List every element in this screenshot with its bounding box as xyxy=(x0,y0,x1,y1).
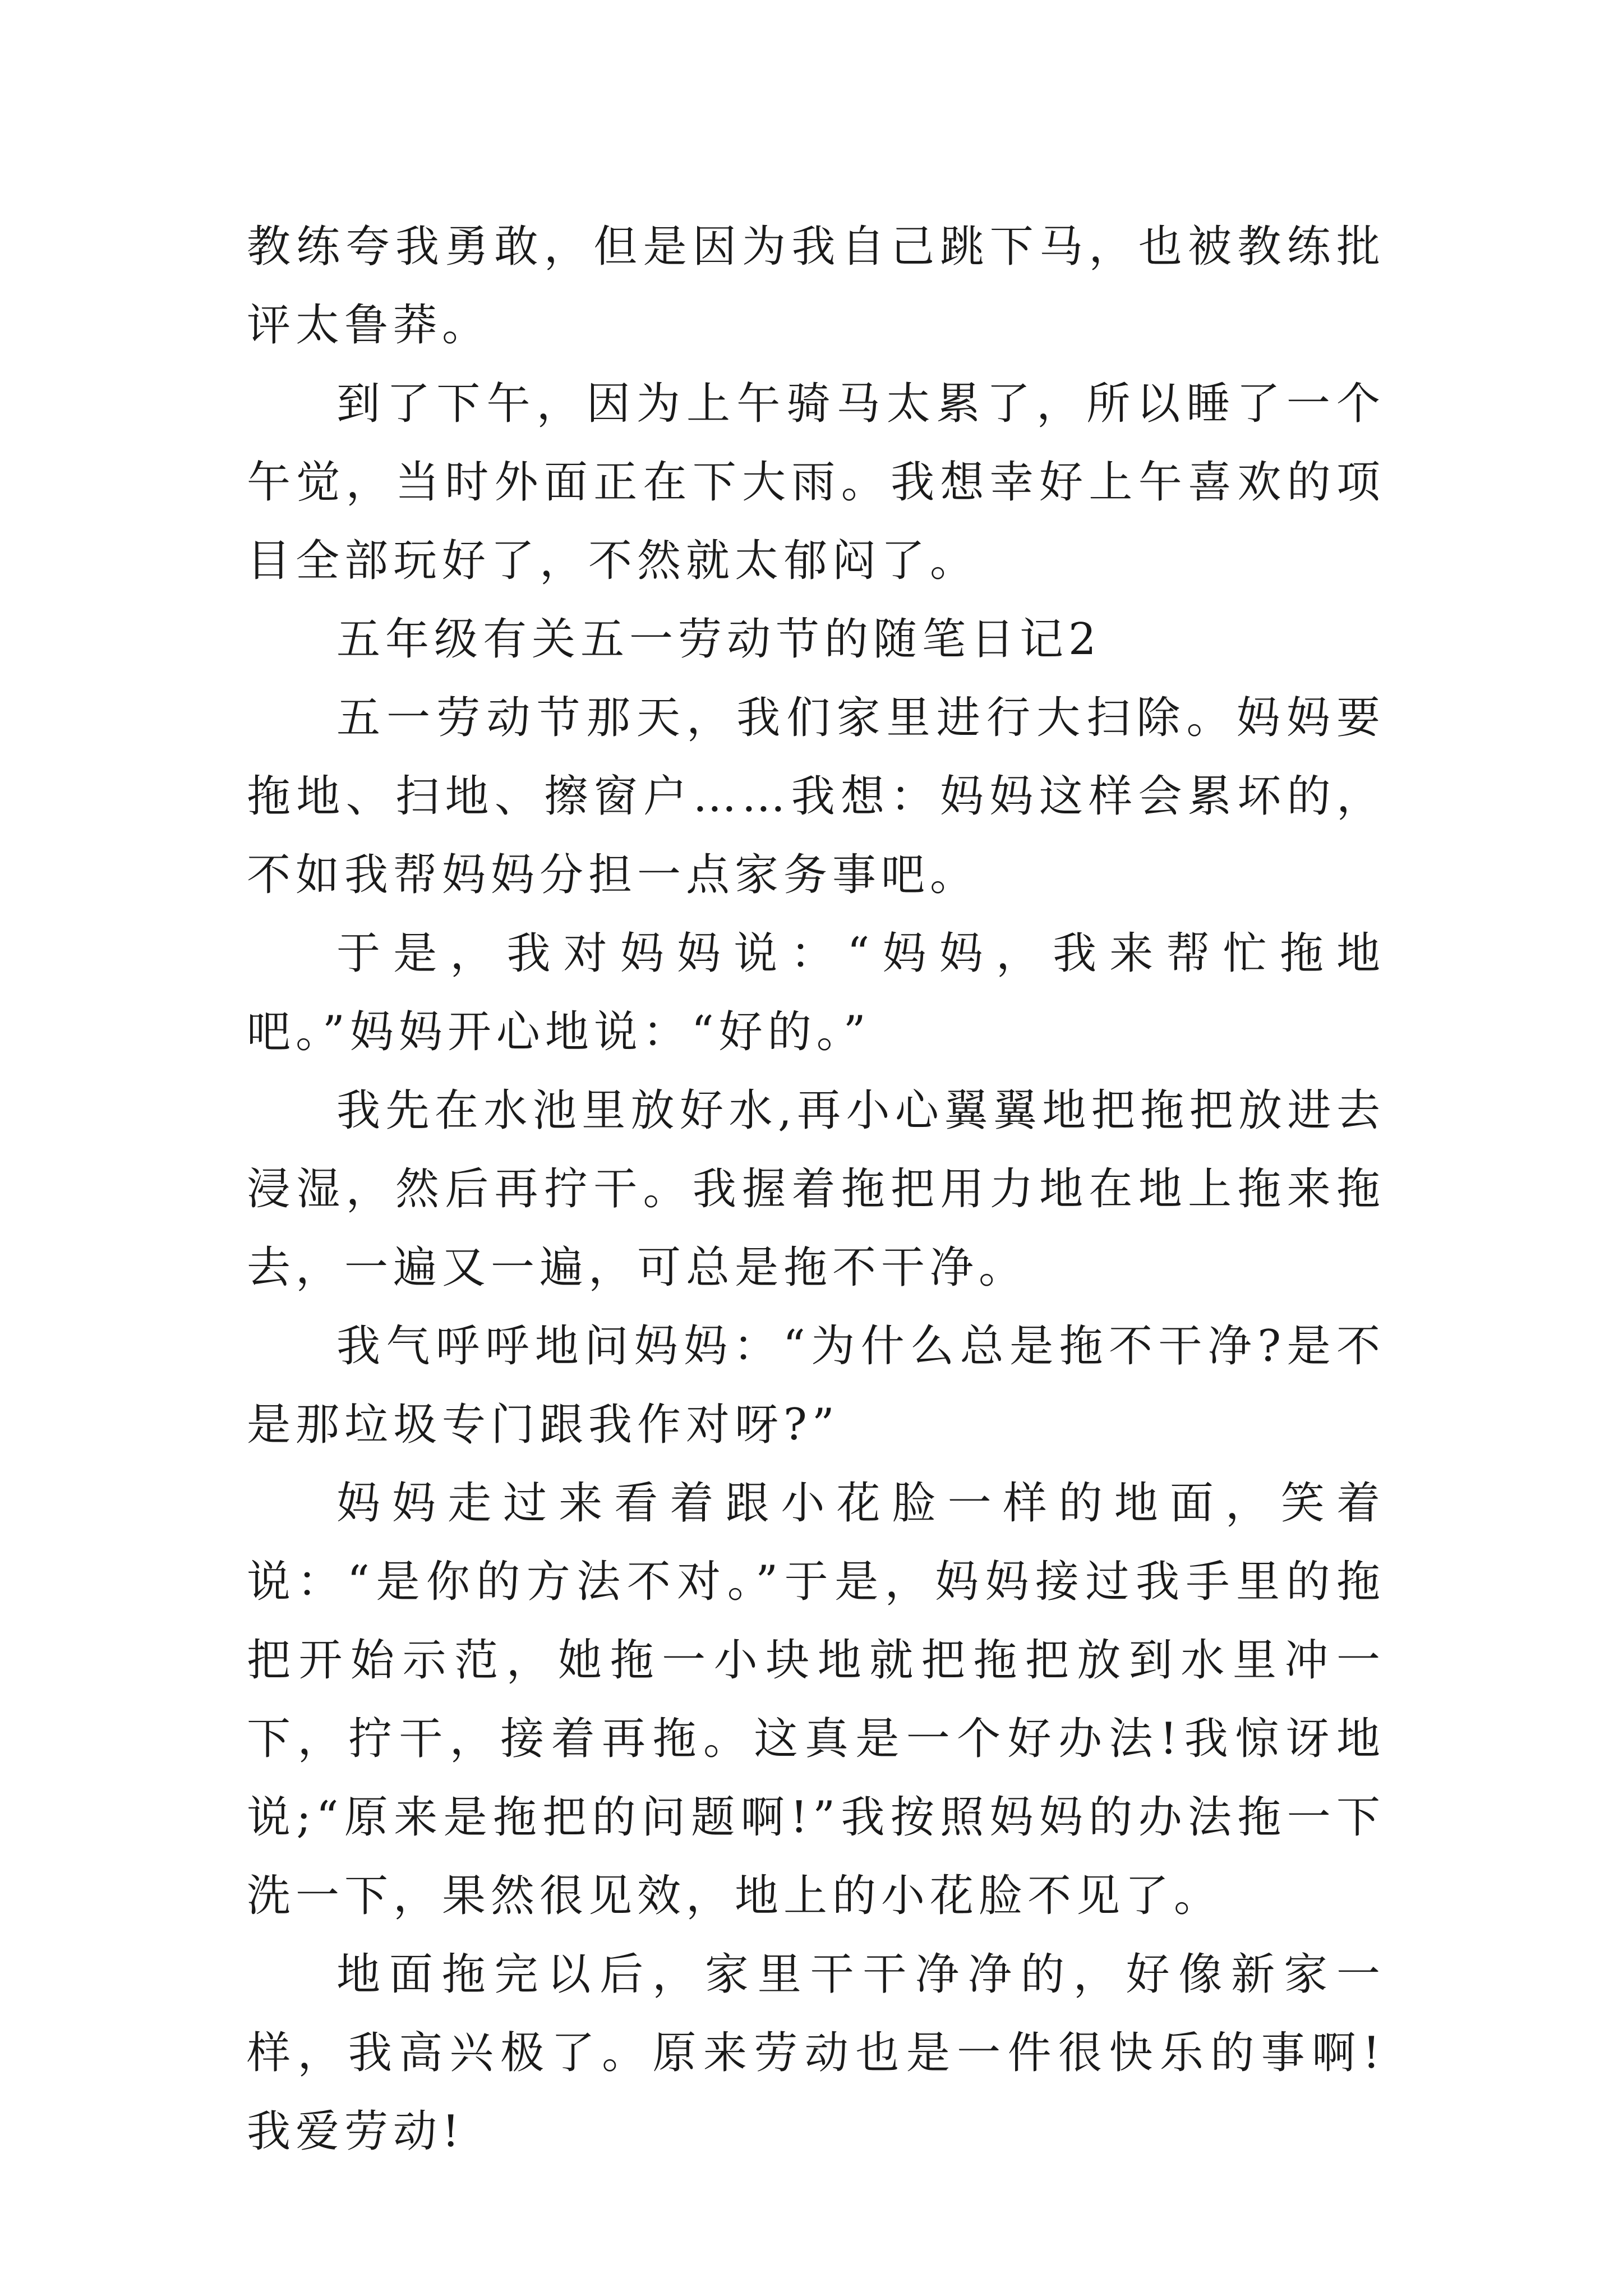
paragraph-frustrated-question: 我气呼呼地问妈妈：“为什么总是拖不干净?是不是那垃圾专门跟我作对呀?” xyxy=(247,1321,1385,1450)
paragraph-afternoon-nap: 到了下午，因为上午骑马太累了，所以睡了一个午觉，当时外面正在下大雨。我想幸好上午喜欢的项目全部玩好了，不然就太郁闷了。 xyxy=(247,379,1385,586)
section-heading: 五年级有关五一劳动节的随笔日记2 xyxy=(336,614,1101,665)
document-body xyxy=(247,208,1385,2171)
paragraph-coach-praise: 教练夸我勇敢，但是因为我自己跳下马，也被教练批评太鲁莽。 xyxy=(247,222,1385,351)
paragraph-cleaning-day: 五一劳动节那天，我们家里进行大扫除。妈妈要拖地、扫地、擦窗户……我想：妈妈这样会累坏的，不如我帮妈妈分担一点家务事吧。 xyxy=(247,693,1385,900)
paragraph-mom-demonstrates: 妈妈走过来看着跟小花脸一样的地面，笑着说：“是你的方法不对。”于是，妈妈接过我手里的拖把开始示范，她拖一小块地就把拖把放到水里冲一下，拧干，接着再拖。这真是一个好办法!我惊讶地说;“原来是拖把的问题啊!”我按照妈妈的办法拖一下洗一下，果然很见效，地上的小花脸不见了。 xyxy=(247,1478,1385,1921)
paragraph-conclusion: 地面拖完以后，家里干干净净的，好像新家一样，我高兴极了。原来劳动也是一件很快乐的事啊!我爱劳动! xyxy=(247,1949,1385,2157)
paragraph-mopping: 我先在水池里放好水,再小心翼翼地把拖把放进去浸湿，然后再拧干。我握着拖把用力地在地上拖来拖去，一遍又一遍，可总是拖不干净。 xyxy=(247,1085,1385,1293)
paragraph-offer-help: 于是，我对妈妈说：“妈妈，我来帮忙拖地吧。”妈妈开心地说：“好的。” xyxy=(247,928,1385,1057)
